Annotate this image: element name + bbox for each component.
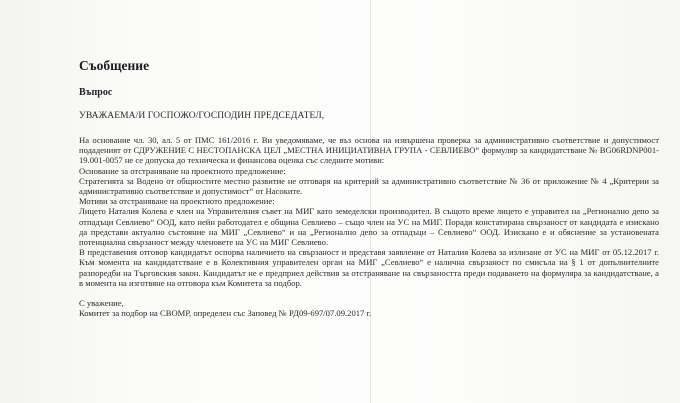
response-text: В представения отговор кандидатът оспорва наличието на свързаност и представя заявление от Наталия Колева за излизане от УС на МИГ от 05.12.2017 г. Към момента на кандидатстване е в Колективния управителен орган на МИГ „Севлиево“ е налична свързаност по смисъла на § 1 от допълнителните разпоредби на Търговския закон. Кандидатът не е предприел действия за отстраняване на свързаността преди подаването на формуляра за кандидатстване, а в момента на изготвяне на отговора към Комитета за подбор.: [79, 247, 659, 288]
document-body: [79, 58, 659, 318]
closing: С уважение,: [79, 298, 124, 309]
document-title: Съобщение: [79, 58, 150, 73]
grounds-text: Стратегията за Водено от общностите местно развитие не отговаря на критерий за административно съответствие № 36 от приложение № 4 „Критерии за административно съответствие и допустимост“ от Насоките.: [79, 175, 659, 197]
notice-paragraph: На основание чл. 30, ал. 5 от ПМС 161/2016 г. Ви уведомяваме, че въз основа на извършена проверка за административно съответствие и допустимост подаденият от СДРУЖЕНИЕ С НЕСТОПАНСКА ЦЕЛ „МЕСТНА ИНИЦИАТИВНА ГРУПА - СЕВЛИЕВО“ формуляр за кандидатстване № BG06RDNP001-19.001-0057 не се допуска до техническа и финансова оценка със следните мотиви:: [79, 135, 659, 166]
document-subtitle: Въпрос: [79, 87, 113, 98]
salutation: УВАЖАЕМА/И ГОСПОЖО/ГОСПОДИН ПРЕДСЕДАТЕЛ,: [79, 111, 325, 121]
signature: Комитет за подбор на СВОМР, определен със Заповед № РД09-697/07.09.2017 г.: [79, 308, 372, 319]
motives-heading: Мотиви за отстраняване на проектното предложение:: [79, 196, 275, 207]
motives-text: Лицето Наталия Колева е член на Управителния съвет на МИГ като земеделски производител. В същото време лицето е управител на „Регионално депо за отпадъци Севлиево“ ООД, като нейн работодател е община Севлиево – също член на УС на МИГ. Поради констатирана свързаност от кандидата е изискано да представи актуално състояние на МИГ „Севлиево“ и на „Регионално депо за отпадъци – Севлиево“ ООД. Изискано е и обяснение за установената потенциална свързаност между членовете на УС на МИГ Севлиево.: [79, 206, 659, 248]
grounds-heading: Основание за отстраняване на проектното предложение:: [79, 165, 286, 176]
